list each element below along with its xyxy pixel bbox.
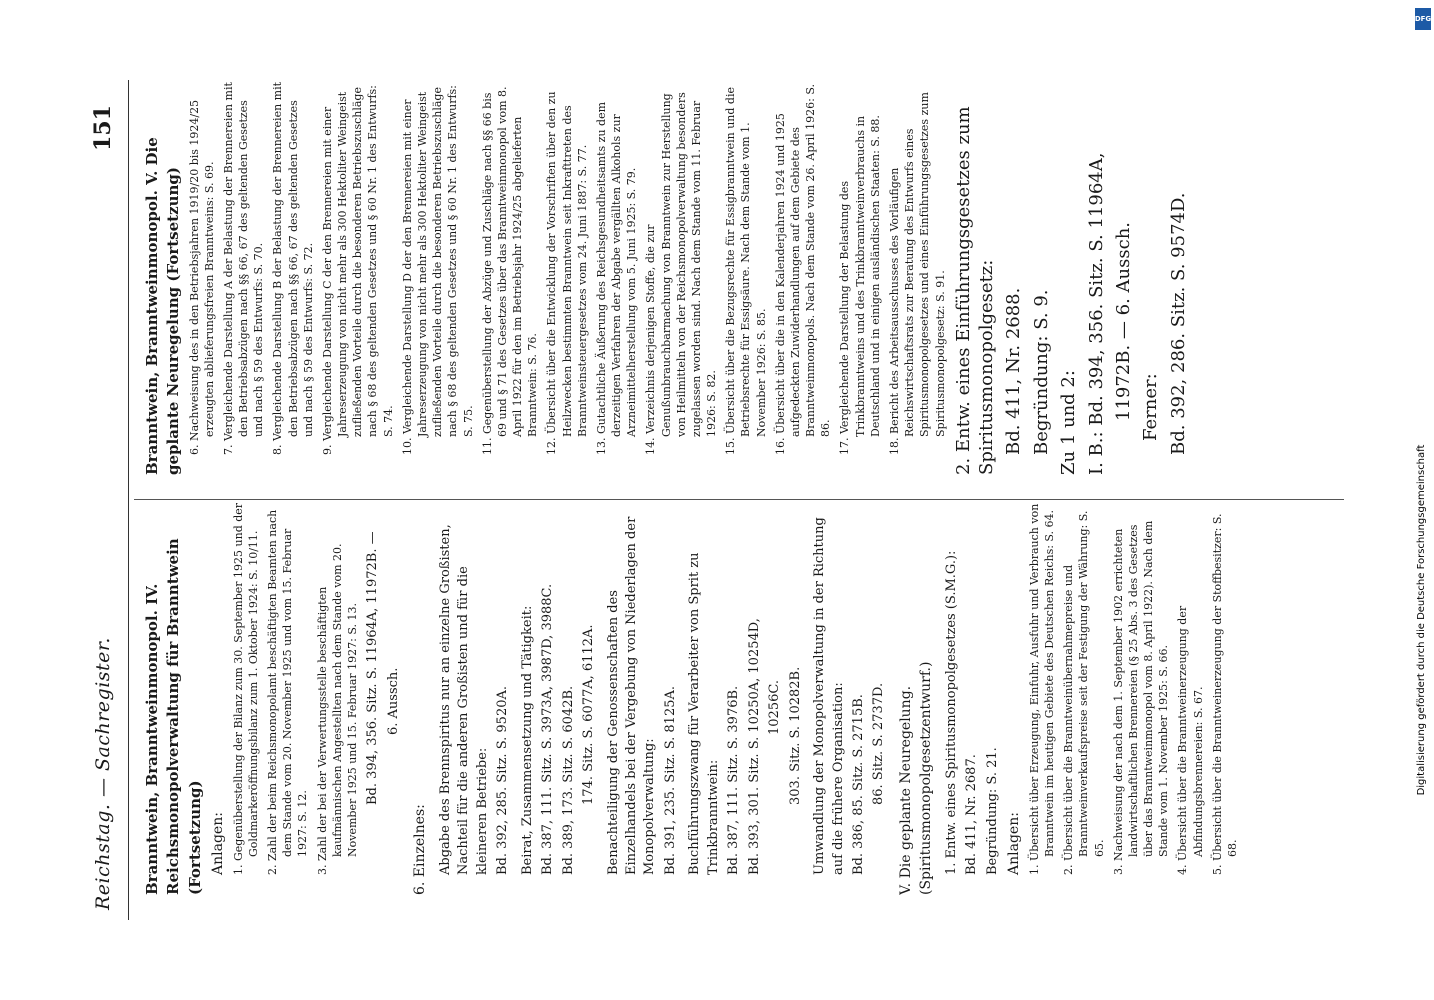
- list-item: 2. Übersicht über die Branntweinübernahmepreise und Branntweinverkaufspreise seit der Festigung der Währung: S. 65.: [1062, 510, 1106, 875]
- reference: I. B.: Bd. 394, 356. Sitz. S. 11964A,: [1085, 152, 1107, 475]
- list-item: 9. Vergleichende Darstellung C der den Brennereien mit einer Jahreserzeugung von nicht mehr als 300 Hektoliter Weingeist zufließenden Vorteile durch die besonderen Betriebszuschläge nach § 68 des geltenden Gesetzes und § 60 Nr. 1 des Entwurfs: S. 74.: [320, 85, 395, 455]
- left-heading: Branntwein, Branntweinmonopol. IV. Reichsmonopolverwaltung für Branntwein (Fortsetzung): [143, 538, 204, 895]
- reference: Bd. 387, 111. Sitz. S. 3976B.: [726, 685, 742, 875]
- page-header: [90, 70, 120, 930]
- entry-text: Buchführungszwang für Verarbeiter von Sprit zu Trinkbranntwein:: [687, 552, 721, 875]
- zu-label: Zu 1 und 2:: [1058, 370, 1080, 475]
- entry-text: 2. Entw. eines Einführungsgesetzes zum Spiritusmonopolgesetz:: [952, 106, 998, 475]
- reference: 6. Aussch.: [385, 667, 401, 735]
- reference: 174. Sitz. S. 6077A, 6112A.: [581, 624, 597, 805]
- section-heading: V. Die geplante Neuregelung. (Spiritusmonopolgesetzentwurf.): [897, 661, 934, 895]
- list-item: 2. Zahl der beim Reichsmonopolamt beschäftigten Beamten nach dem Stande vom 20. November 1925 und vom 15. Februar 1927: S. 12.: [266, 509, 310, 875]
- reference: Bd. 391, 235. Sitz. S. 8125A.: [662, 685, 678, 875]
- digitization-credit-text: Digitalisierung gefördert durch die Deutsche Forschungsgemeinschaft: [1416, 444, 1427, 796]
- right-column: [142, 80, 1352, 475]
- list-item: 1. Übersicht über Erzeugung, Einfuhr, Ausfuhr und Verbrauch von Branntwein im heutigen Gebiete des Deutschen Reichs: S. 64.: [1027, 503, 1057, 875]
- anlagen-label: Anlagen:: [1006, 812, 1022, 875]
- list-item: 15. Übersicht über die Bezugsrechte für Essigbranntwein und die Betriebsrechte für Essigsäure. Nach dem Stande vom 1. November 1926: S. 85.: [724, 87, 768, 455]
- running-header: Reichstag. — Sachregister.: [92, 637, 114, 910]
- reference: Bd. 392, 285. Sitz. S. 9520A.: [495, 685, 511, 875]
- list-item: 10. Vergleichende Darstellung D der den Brennereien mit einer Jahreserzeugung von nicht mehr als 300 Hektoliter Weingeist zufließenden Vorteile durch die besonderen Betriebszuschläge nach § 68 des geltenden Gesetzes und § 60 Nr. 1 des Entwurfs: S. 75.: [400, 85, 475, 455]
- ferner-label: Ferner:: [1140, 373, 1162, 441]
- dfg-logo-badge: DFG: [1415, 8, 1431, 30]
- reference: 86. Sitz. S. 2737D.: [871, 682, 887, 805]
- begruendung: Begründung: S. 21.: [984, 747, 1000, 875]
- entry-text: 1. Entw. eines Spiritusmonopolgesetzes (S.M.G.):: [943, 550, 959, 875]
- list-item: 18. Bericht des Arbeitsausschusses des Vorläufigen Reichswirtschaftsrats zur Beratung des Entwurfs eines Spiritusmonopolgesetzes und eines Einführungsgesetzes zum Spiritusmonopolgesetz: S. 91.: [887, 92, 947, 455]
- entry-text: Beirat, Zusammensetzung und Tätigkeit:: [519, 605, 535, 875]
- list-item: 5. Übersicht über die Branntweinerzeugung der Stoffbesitzer: S. 68.: [1210, 513, 1239, 875]
- list-item: 13. Gutachtliche Äußerung des Reichsgesundheitsamts zu dem derzeitigen Verfahren der Abgabe vergällten Alkohols zur Arzneimittelherstellung vom 5. Juni 1925: S. 79.: [594, 101, 639, 455]
- list-item: 12. Übersicht über die Entwicklung der Vorschriften über den zu Heilzwecken bestimmten Branntwein seit Inkrafttreten des Branntweinsteuergesetzes vom 24. Juni 1887: S. 77.: [545, 91, 589, 455]
- page-number: 151: [90, 105, 116, 151]
- list-item: 11. Gegenüberstellung der Abzüge und Zuschläge nach §§ 66 bis 69 und § 71 des Gesetzes über das Branntweinmonopol vom 8. April 1922 für den im Betriebsjahr 1924/25 abgelieferten Branntwein: S. 76.: [480, 86, 540, 455]
- list-item: 3. Nachweisung der nach dem 1. September 1902 errichteten landwirtschaftlichen Brennereien (§ 25 Abs. 3 des Gesetzes über das Branntweinmonopol vom 8. April 1922). Nach dem Stande vom 1. November 1925: S. 66.: [1111, 520, 1171, 875]
- list-item: 8. Vergleichende Darstellung B der Belastung der Brennereien mit den Betriebsabzügen nach §§ 66, 67 des geltenden Gesetzes und nach § 59 des Entwurfs: S. 72.: [271, 81, 315, 455]
- reference: Bd. 393, 301. Sitz. S. 10250A, 10254D,: [746, 618, 762, 875]
- list-item: 7. Vergleichende Darstellung A der Belastung der Brennereien mit den Betriebsabzügen nach §§ 66, 67 des geltenden Gesetzes und nach § 59 des Entwurfs: S. 70.: [221, 82, 266, 455]
- anlagen-label: Anlagen:: [209, 812, 226, 875]
- reference: Bd. 389, 173. Sitz. S. 6042B.: [560, 685, 576, 875]
- entry-text: Abgabe des Brennspiritus nur an einzelne Großisten, Nachteil für die anderen Großisten und für die kleineren Betriebe:: [437, 524, 490, 875]
- right-heading: Branntwein, Branntweinmonopol. V. Die geplante Neuregelung (Fortsetzung): [143, 137, 183, 475]
- entry-text: Umwandlung der Monopolverwaltung in der Richtung auf die frühere Organisation:: [812, 517, 846, 875]
- reference: Bd. 386, 85. Sitz. S. 2715B.: [850, 694, 866, 875]
- reference: 10256C.: [767, 680, 783, 735]
- reference: Bd. 387, 111. Sitz. S. 3973A, 3987D, 3988C.: [540, 583, 556, 875]
- einzelnes-label: 6. Einzelnes:: [412, 804, 429, 895]
- list-item: 3. Zahl der bei der Verwertungsstelle beschäftigten kaufmännischen Angestellten nach dem Stande vom 20. November 1925 und 15. Februar 1927: S. 13.: [315, 543, 359, 875]
- rotated-document-page: [70, 70, 1370, 930]
- list-item: 17. Vergleichende Darstellung der Belastung des Trinkbranntweins und des Trinkbranntweinverbrauchs in Deutschland und in einigen ausländischen Staaten: S. 88.: [838, 115, 882, 455]
- reference: Bd. 394, 356. Sitz. S. 11964A, 11972B. —: [365, 531, 381, 805]
- list-item: 16. Übersicht über die in den Kalenderjahren 1924 und 1925 aufgedeckten Zuwiderhandlungen auf dem Gebiete des Branntweinmonopols. Nach dem Stande vom 26. April 1926: S. 86.: [773, 83, 833, 455]
- reference: 303. Sitz. S. 10282B.: [787, 666, 803, 805]
- reference: Bd. 411, Nr. 2687.: [964, 754, 980, 875]
- begruendung: Begründung: S. 9.: [1030, 289, 1052, 455]
- list-item: 4. Übersicht über die Branntweinerzeugung der Abfindungsbrennereien: S. 67.: [1176, 605, 1205, 875]
- list-item: 1. Gegenüberstellung der Bilanz zum 30. September 1925 und der Goldmarkeröffnungsbilanz zum 1. Oktober 1924: S. 10/11.: [231, 502, 260, 875]
- reference: Bd. 392, 286. Sitz. S. 9574D.: [1167, 192, 1189, 455]
- list-item: 6. Nachweisung des in den Betriebsjahren 1919/20 bis 1924/25 erzeugten ablieferungsfreien Branntweins: S. 69.: [187, 99, 216, 455]
- reference: Bd. 411, Nr. 2688.: [1003, 287, 1025, 455]
- header-rule: [128, 80, 129, 920]
- left-column: [142, 500, 1352, 895]
- list-item: 14. Verzeichnis derjenigen Stoffe, die zur Genußunbrauchbarmachung von Branntwein zur Herstellung von Heilmitteln von der Reichsmonopolverwaltung besonders zugelassen worden sind. Nach dem Stande vom 11. Februar 1926: S. 82.: [644, 92, 719, 455]
- entry-text: Benachteiligung der Genossenschaften des Einzelhandels bei der Vergebung von Niederlagen der Monopolverwaltung:: [605, 516, 658, 875]
- reference: 11972B. — 6. Aussch.: [1113, 221, 1135, 421]
